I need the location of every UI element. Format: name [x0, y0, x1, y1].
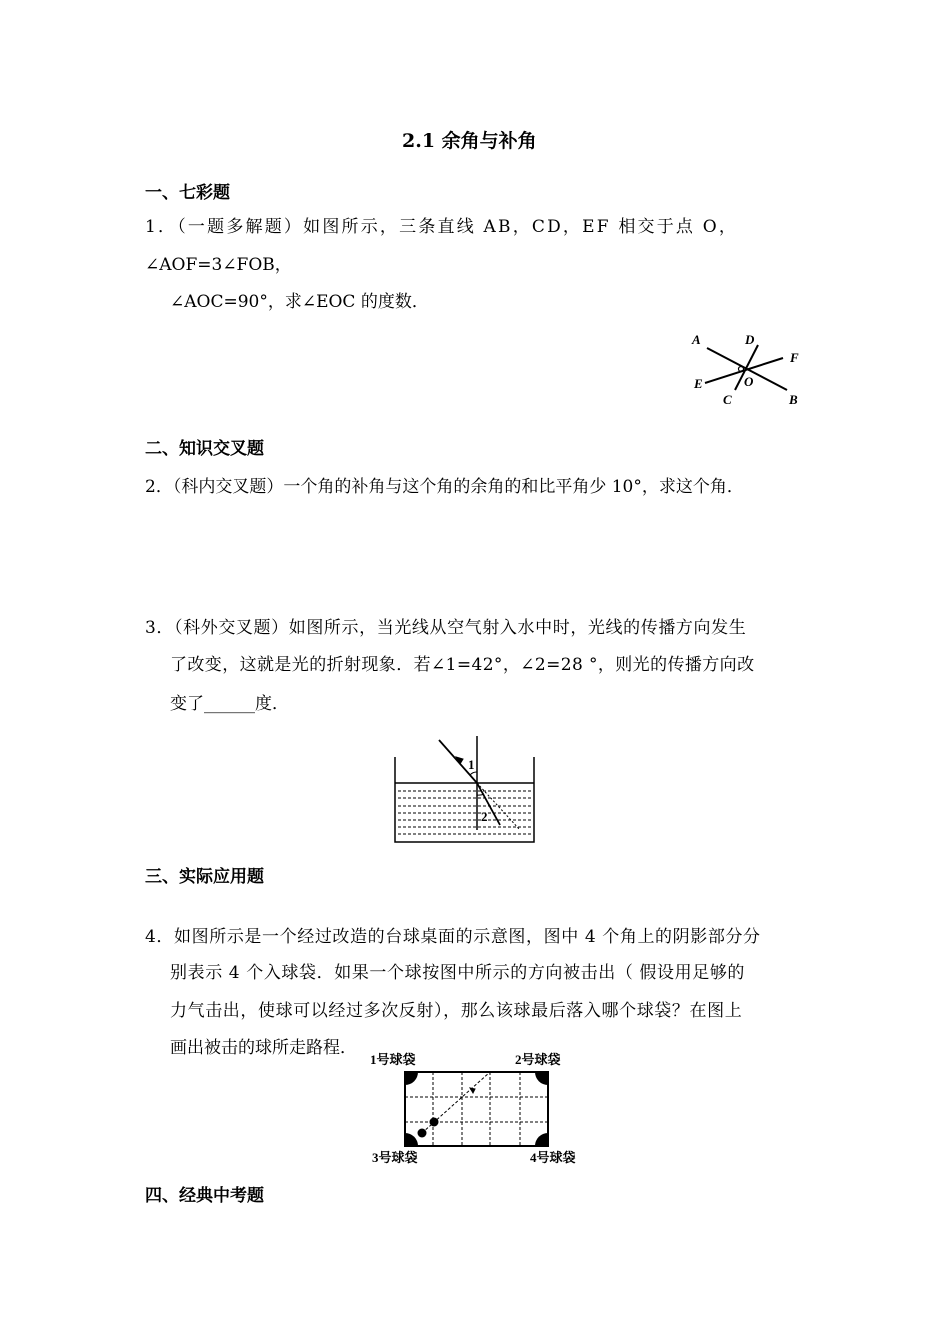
pocket-label: 2号球袋: [515, 1052, 561, 1067]
question-3-text: 了改变，这就是光的折射现象．若∠1=42°，∠2=28 °，则光的传播方向改: [170, 655, 755, 675]
point-label: D: [745, 332, 755, 347]
question-3-text: 变了______度．: [170, 694, 289, 714]
page-title: 2.1 余角与补角: [402, 130, 537, 152]
angle-label: 2: [481, 809, 488, 824]
section-heading: 二、知识交叉题: [145, 439, 264, 459]
question-4-text: 画出被击的球所走路程．: [170, 1038, 357, 1058]
section-heading: 四、经典中考题: [145, 1186, 264, 1206]
question-4-text: 力气击出，使球可以经过多次反射），那么该球最后落入哪个球袋？在图上: [170, 1001, 743, 1021]
pocket-label: 4号球袋: [530, 1150, 576, 1165]
question-4-text: 别表示 4 个入球袋．如果一个球按图中所示的方向被击出（ 假设用足够的: [170, 963, 746, 983]
question-3-text: 3．（科外交叉题）如图所示，当光线从空气射入水中时，光线的传播方向发生: [145, 618, 747, 638]
point-label: E: [694, 376, 703, 391]
point-label: O: [744, 374, 754, 389]
question-4-text: 4．如图所示是一个经过改造的台球桌面的示意图，图中 4 个角上的阴影部分分: [145, 927, 761, 947]
section-heading: 三、实际应用题: [145, 867, 264, 887]
question-1-text: ∠AOF=3∠FOB，: [145, 255, 292, 275]
billiard-table-figure: [405, 1072, 548, 1146]
question-1-text: ∠AOC=90°，求∠EOC 的度数．: [170, 292, 429, 312]
question-1-text: 1．（一题多解题）如图所示，三条直线 AB，CD，EF 相交于点 O，: [145, 217, 739, 237]
pocket-label: 1号球袋: [370, 1052, 416, 1067]
pockets: [405, 1072, 548, 1146]
refraction-figure: [395, 736, 534, 842]
section-heading: 一、七彩题: [145, 183, 230, 203]
point-label: F: [790, 350, 799, 365]
point-label: C: [723, 392, 732, 407]
question-2-text: 2．（科内交叉题）一个角的补角与这个角的余角的和比平角少 10°，求这个角．: [145, 477, 744, 497]
point-label: A: [692, 332, 701, 347]
point-label: B: [789, 392, 798, 407]
angle-label: 1: [468, 757, 475, 772]
pocket-label: 3号球袋: [372, 1150, 418, 1165]
